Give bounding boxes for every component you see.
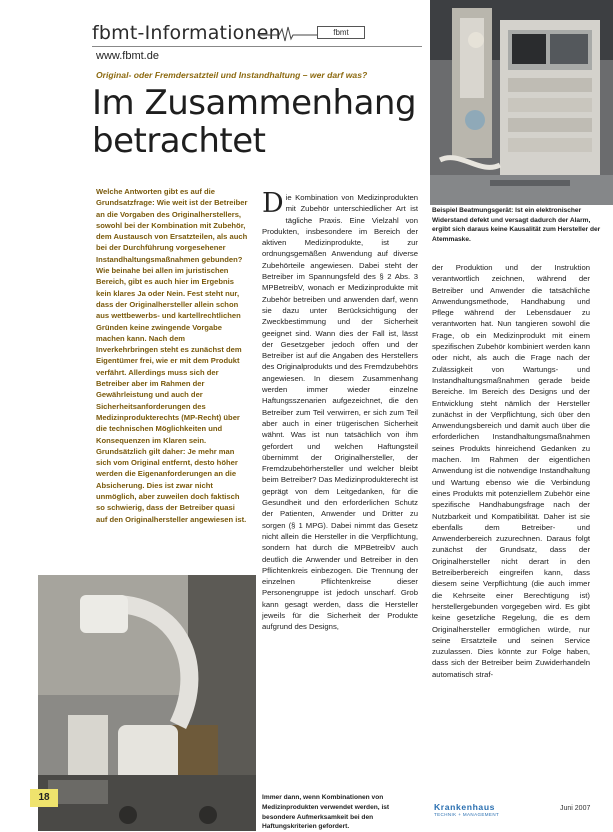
- title-line-1: Im Zusammenhang: [92, 83, 417, 123]
- section-title: fbmt-Informationen: [92, 22, 281, 44]
- page-number: 18: [30, 789, 58, 807]
- issue-date: Juni 2007: [560, 805, 591, 812]
- bottom-caption: Immer dann, wenn Kombinationen von Medizinprodukten verwendet werden, ist besondere Aufmerksamkeit bei den Haftungskriterien gefordert.: [262, 794, 390, 831]
- photo-caption: Beispiel Beatmungsgerät: Ist ein elektronischer Widerstand defekt und versagt dadurch der Alarm, ergibt sich daraus keine Kausalität zum Hersteller der Atemmaske.: [432, 207, 601, 243]
- magazine-logo: Krankenhaus: [434, 802, 496, 812]
- ventilator-photo: [430, 0, 613, 205]
- article-title: [92, 84, 422, 160]
- drop-cap: D: [262, 188, 284, 219]
- c-arm-photo: [38, 575, 256, 831]
- header-rule: [92, 46, 422, 47]
- article-kicker: Original- oder Fremdersatzteil und Instandhaltung – wer darf was?: [96, 70, 368, 80]
- magazine-logo-subtitle: TECHNIK + MANAGEMENT: [434, 812, 500, 817]
- body-column-middle: [262, 188, 418, 633]
- article-intro: Welche Antworten gibt es auf die Grundsatzfrage: Wie weit ist der Betreiber an die Vorgaben des Originalherstellers, sowohl bei der Kombination mit Zubehör, dem Austausch von Ersatzteilen, als auch bei der Durchführung vorgesehener Instandhaltungsmaßnahmen gebunden? Wie beinahe bei allen im juristischen Bereich, gibt es auch hier im Ergebnis kein klares Ja oder Nein. Fest steht nur, dass der Originalhersteller allein schon aus wettbewerbs- und kartellrechtlichen Gründen keine zwingende Vorgabe machen kann. Nach dem Inverkehrbringen steht es zunächst dem Eigentümer frei, wie er mit dem Produkt verfährt. Allerdings muss sich der Betreiber aber im Rahmen der Gewährleistung und auch der Sicherheitsanforderungen des Medizinprodukterechts (MP-Recht) über die technischen Möglichkeiten und Konsequenzen im Klaren sein. Grundsätzlich gilt daher: Je mehr man sich vom Original entfernt, desto höher werden die Eigenanforderungen an die Absicherung. Dies ist zwar nicht unmöglich, aber zuweilen doch faktisch so schwierig, dass der Betreiber quasi auf den Originalhersteller angewiesen ist.: [96, 187, 248, 524]
- body-text-middle: ie Kombination von Medizinprodukten mit Zubehör unterschiedlicher Art ist tägliche Praxis. Eine Vielzahl von Produkten, insbesondere im Bereich der aktiven Medizinprodukte, ist zur ordnungsgemäßen Anwendung auf diverse Zubehörteile angewiesen. Dabei steht der Betreiber im Spannungsfeld des § 2 Abs. 3 MPBetreibV, wonach er Medizinprodukte mit Zubehör betreiben und anwenden darf, wenn sie dazu unter Berücksichtigung der Zweckbestimmung und der Sicherheit geeignet sind. Wann dies der Fall ist, lässt der Gesetzgeber jedoch offen und der Betreiber ist auf die Angaben des Herstellers des Originalprodukts und des Fremdzubehörs angewiesen. In diesem Zusammenhang werden immer wieder einzelne Haftungsszenarien aufgezeichnet, die den Betreiber zum Teil verwirren, er sich zum Teil aber auch in einer trügerischen Sicherheit wähnt. Was ist nun tatsächlich von ihm gefordert und welchen Haftungsteil übernimmt der Originalhersteller, der Fremdzubehörhersteller und welcher bleibt beim Betreiber? Das Medizinprodukterecht ist geprägt von dem Leitgedanken, für die Gesundheit und den erforderlichen Schutz der Patienten, Anwender und Dritter zu sorgen (§ 1 MPG). Dabei nimmt das Gesetz nicht allein die Hersteller in die Verpflichtung, sondern hat durch die MPBetreibV auch deutlich die Anwender und Betreiber in den Pflichtenkreis einbezogen. Die Trennung der einzelnen Pflichtenkreise dieser Personengruppe ist jedoch unscharf. Grob kann gesagt werden, dass die Hersteller jeweils für die Sicherheit der Produkte aufgrund des Designs,: [262, 193, 418, 632]
- website-link[interactable]: www.fbmt.de: [96, 50, 159, 62]
- ecg-wave-icon: [257, 25, 317, 45]
- title-line-2: betrachtet: [92, 121, 266, 161]
- body-column-right: der Produktion und der Instruktion verantwortlich zeichnen, während der Betreiber und Anwender die tatsächliche Anwendungsmethode, Handhabung und Pflege während der Lebensdauer zu verantworten hat. Nun tangieren sowohl die Frage, ob ein Medizinprodukt mit einem spezifischen Zubehör kombiniert werden kann oder nicht, als auch die Frage nach der Zulässigkeit von Wartungs- und Instandhaltungsmaßnahmen gerade beide Bereiche. Im Bereich des Designs und der Entwicklung steht nämlich der Hersteller zunächst in der Verpflichtung, sich über den Anwendungsbereich und damit auch über die erforderlichen Instandhaltungsmaßnahmen seines Produkts hinreichend Gedanken zu machen. Im Rahmen der eigentlichen Anwendung ist die notwendige Instandhaltung und Wartung ebenso wie die Verbindung eines Produkts mit potenziellem Zubehör eine spezifische Handhabungsfrage nach der Nutzbarkeit und Kompatibilität. Daher ist sie ebenfalls dem Betreiber- und Anwenderbereich zuzurechnen. Daraus folgt zunächst der Grundsatz, dass der Originalhersteller nicht derart in den Betreiberbereich eingreifen kann, dass diesem seine Verpflichtung (die auch immer die Kehrseite einer Berechtigung ist) herstellergebunden vorgegeben wird. Es gibt keine gesetzliche Regelung, die es dem Originalhersteller ermöglichen würde, nur seine Ersatzteile und seinen Service zuzulassen. Dies könnte zur Folge haben, dass sich der Betreiber beim Zuwiderhandeln automatisch straf-: [432, 263, 590, 679]
- fbmt-badge: fbmt: [317, 26, 365, 39]
